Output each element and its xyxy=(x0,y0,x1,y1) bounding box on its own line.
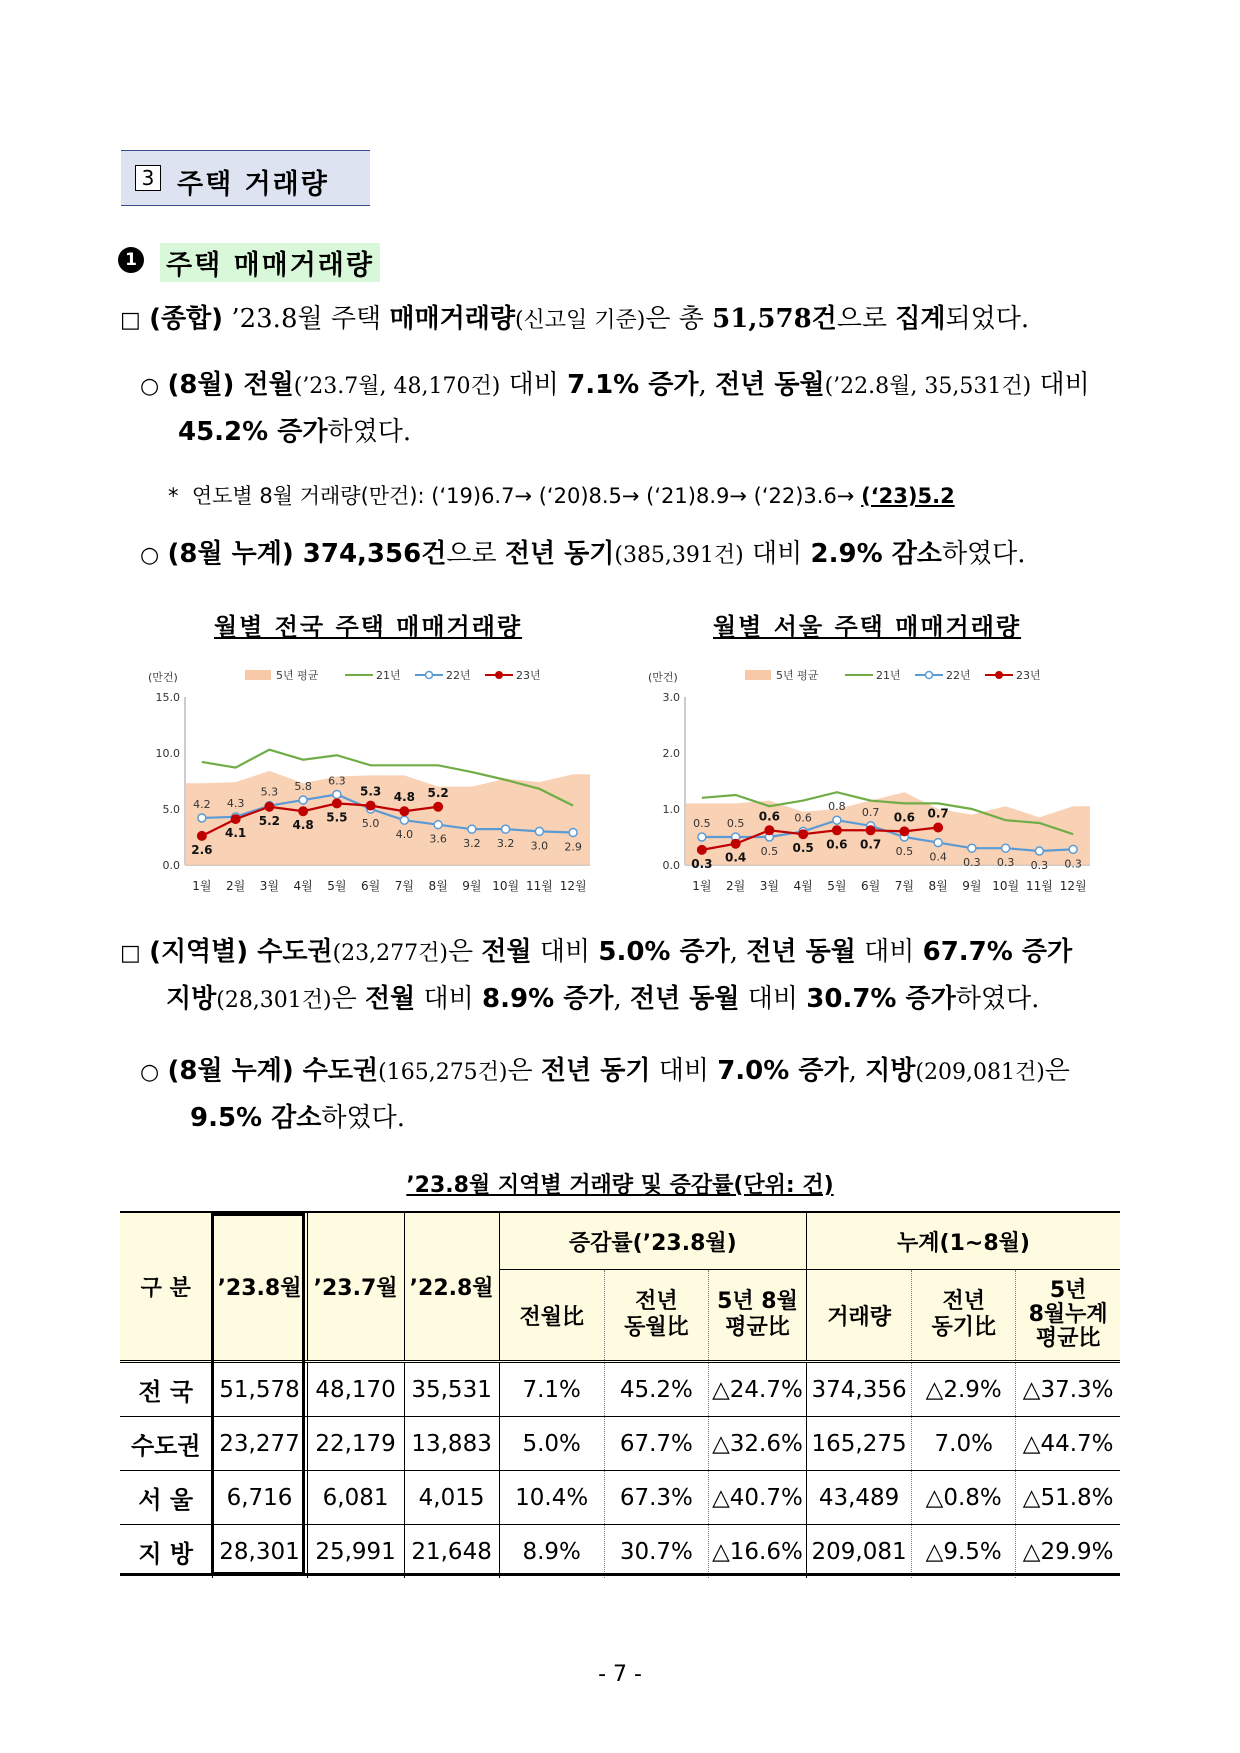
x-tick-label: 7월 xyxy=(394,879,414,893)
data-label: 3.0 xyxy=(530,839,549,853)
chart-title-seoul: 월별 서울 주택 매매거래량 xyxy=(713,613,1022,641)
legend-label: 23년 xyxy=(516,669,541,682)
section-header xyxy=(121,150,370,206)
table-cell: △0.8% xyxy=(912,1471,1016,1525)
point-23 xyxy=(264,802,274,812)
data-label: 5.2 xyxy=(258,813,281,828)
table-cell: 67.3% xyxy=(604,1471,708,1525)
para-regional-line2: 지방(28,301건)은 전월 대비 8.9% 증가, 전년 동월 대비 30.7% 증가하였다. xyxy=(166,984,1040,1014)
table-row xyxy=(120,1471,1120,1525)
table-row xyxy=(120,1362,1120,1417)
table-cell: 25,991 xyxy=(307,1525,404,1579)
th-gubun: 구 분 xyxy=(120,1213,212,1362)
table-row xyxy=(120,1525,1120,1579)
data-label: 5.2 xyxy=(427,785,449,800)
point-23 xyxy=(231,814,241,824)
data-label: 2.6 xyxy=(191,842,213,857)
point-23 xyxy=(399,806,409,816)
x-tick-label: 5월 xyxy=(327,879,347,893)
unit-label: (만건) xyxy=(648,671,678,684)
point-23 xyxy=(933,822,943,832)
table-cell: 209,081 xyxy=(807,1525,912,1579)
point-23 xyxy=(798,829,808,839)
legend-marker xyxy=(926,672,933,679)
para-regional: □ (지역별) 수도권(23,277건)은 전월 대비 5.0% 증가, 전년 동월 대비 67.7% 증가 xyxy=(120,937,1073,967)
point-22 xyxy=(1069,845,1077,853)
data-label: 0.6 xyxy=(826,837,848,852)
data-label: 5.3 xyxy=(359,784,382,799)
data-label: 3.2 xyxy=(463,837,481,851)
x-tick-label: 1월 xyxy=(192,879,212,893)
para-summary: □ (종합) ’23.8월 주택 매매거래량(신고일 기준)은 총 51,578건으로 집계되었다. xyxy=(120,304,1030,334)
legend-label: 21년 xyxy=(376,669,401,682)
x-tick-label: 11월 xyxy=(1025,879,1053,893)
y-tick-label: 1.0 xyxy=(662,803,680,816)
th-group-change: 증감률(’23.8월) xyxy=(499,1213,806,1270)
x-tick-label: 8월 xyxy=(428,879,448,893)
data-label: 0.6 xyxy=(794,811,812,825)
data-label: 0.5 xyxy=(895,845,914,858)
table-cell: 30.7% xyxy=(604,1525,708,1579)
point-22 xyxy=(1002,844,1010,852)
x-tick-label: 5월 xyxy=(827,879,847,893)
x-tick-label: 10월 xyxy=(992,879,1020,893)
point-22 xyxy=(569,829,577,837)
x-tick-label: 3월 xyxy=(259,879,279,893)
x-tick-label: 6월 xyxy=(361,879,381,893)
x-tick-label: 4월 xyxy=(293,879,313,893)
x-tick-label: 2월 xyxy=(226,879,246,893)
data-label: 0.5 xyxy=(760,845,779,858)
para-august: ○ (8월) 전월(’23.7월, 48,170건) 대비 7.1% 증가, 전년 동월(’22.8월, 35,531건) 대비 xyxy=(140,370,1090,400)
regional-volume-table xyxy=(120,1213,1120,1578)
data-label: 0.4 xyxy=(929,850,947,864)
chart-seoul xyxy=(640,655,1110,910)
y-tick-label: 15.0 xyxy=(155,691,180,704)
data-label: 0.6 xyxy=(758,809,781,824)
table-cell: △32.6% xyxy=(708,1417,806,1471)
data-label: 5.8 xyxy=(294,780,312,794)
legend-marker xyxy=(995,671,1003,679)
y-tick-label: 0.0 xyxy=(162,859,180,872)
point-22 xyxy=(934,839,942,847)
x-tick-label: 9월 xyxy=(962,879,982,893)
page-number: - 7 - xyxy=(598,1662,642,1687)
point-23 xyxy=(866,825,876,835)
x-tick-label: 4월 xyxy=(793,879,813,893)
x-tick-label: 6월 xyxy=(861,879,881,893)
data-label: 0.7 xyxy=(927,806,949,821)
table-cell: 8.9% xyxy=(499,1525,604,1579)
data-label: 4.8 xyxy=(393,790,416,805)
row-label: 서 울 xyxy=(120,1471,212,1525)
y-tick-label: 5.0 xyxy=(162,803,180,816)
data-label: 4.8 xyxy=(292,818,314,833)
row-label: 수도권 xyxy=(120,1417,212,1471)
legend-swatch xyxy=(245,670,271,680)
table-cell: 6,716 xyxy=(212,1471,307,1525)
x-tick-label: 2월 xyxy=(726,879,746,893)
table-cell: 28,301 xyxy=(212,1525,307,1579)
data-label: 0.6 xyxy=(893,810,916,825)
table-cell: 22,179 xyxy=(307,1417,404,1471)
section-title: 주택 거래량 xyxy=(177,169,329,200)
point-23 xyxy=(332,798,342,808)
legend-swatch xyxy=(745,670,771,680)
point-22 xyxy=(535,827,543,835)
legend-marker xyxy=(426,672,433,679)
data-label: 4.2 xyxy=(193,797,211,811)
data-label: 0.4 xyxy=(724,850,747,865)
point-23 xyxy=(433,802,443,812)
legend-label: 23년 xyxy=(1016,669,1041,682)
data-label: 2.9 xyxy=(564,840,582,854)
th-cum-volume: 거래량 xyxy=(807,1270,912,1362)
table-cell: 165,275 xyxy=(807,1417,912,1471)
subsection-title: 주택 매매거래량 xyxy=(160,243,380,282)
th-cum-yoy: 전년 동기比 xyxy=(912,1270,1016,1362)
data-label: 0.3 xyxy=(691,856,713,871)
table-cell: △51.8% xyxy=(1016,1471,1120,1525)
point-22 xyxy=(198,814,206,822)
table-cell: 4,015 xyxy=(404,1471,499,1525)
table-cell: 10.4% xyxy=(499,1471,604,1525)
table-cell: △16.6% xyxy=(708,1525,806,1579)
x-tick-label: 8월 xyxy=(928,879,948,893)
para-cumulative: ○ (8월 누계) 374,356건으로 전년 동기(385,391건) 대비 2.9% 감소하였다. xyxy=(140,539,1026,569)
yearly-note: * 연도별 8월 거래량(만건): (‘19)6.7→ (‘20)8.5→ (‘21)8.9→ (‘22)3.6→ (‘23)5.2 xyxy=(168,484,955,508)
legend-marker xyxy=(495,671,503,679)
point-22 xyxy=(400,816,408,824)
y-tick-label: 2.0 xyxy=(662,747,680,760)
data-label: 5.0 xyxy=(361,817,380,830)
table-cell: 45.2% xyxy=(604,1362,708,1417)
th-c3: ’22.8월 xyxy=(404,1213,499,1362)
table-cell: 67.7% xyxy=(604,1417,708,1471)
y-tick-label: 3.0 xyxy=(662,691,680,704)
x-tick-label: 12월 xyxy=(1059,879,1087,893)
chart-title-national: 월별 전국 주택 매매거래량 xyxy=(214,613,523,641)
point-22 xyxy=(468,825,476,833)
data-label: 4.0 xyxy=(395,828,414,842)
data-label: 4.3 xyxy=(226,796,245,810)
row-label: 전 국 xyxy=(120,1362,212,1417)
table-cell: 5.0% xyxy=(499,1417,604,1471)
row-label: 지 방 xyxy=(120,1525,212,1579)
table-cell: 43,489 xyxy=(807,1471,912,1525)
data-label: 3.6 xyxy=(429,832,447,846)
chart-national xyxy=(140,655,610,910)
para-august-line2: 45.2% 증가하였다. xyxy=(178,417,412,447)
table-cell: △24.7% xyxy=(708,1362,806,1417)
data-label: 0.5 xyxy=(693,817,711,830)
th-cum-5yr: 5년 8월누계 평균比 xyxy=(1016,1270,1120,1362)
table-cell: 48,170 xyxy=(307,1362,404,1417)
point-22 xyxy=(833,816,841,824)
para-regional-cumulative-line2: 9.5% 감소하였다. xyxy=(190,1103,406,1133)
point-22 xyxy=(968,844,976,852)
table-caption: ’23.8월 지역별 거래량 및 증감률(단위: 건) xyxy=(406,1173,834,1198)
x-tick-label: 1월 xyxy=(692,879,712,893)
data-label: 5.3 xyxy=(260,785,279,799)
table-cell: 6,081 xyxy=(307,1471,404,1525)
table-cell: 7.1% xyxy=(499,1362,604,1417)
x-tick-label: 12월 xyxy=(559,879,587,893)
legend-label: 22년 xyxy=(946,669,971,682)
th-yoy: 전년 동월比 xyxy=(604,1270,708,1362)
y-tick-label: 0.0 xyxy=(662,859,680,872)
subsection-bullet: 1 xyxy=(118,247,144,273)
data-label: 0.3 xyxy=(1064,857,1082,871)
x-tick-label: 9월 xyxy=(462,879,482,893)
point-22 xyxy=(333,790,341,798)
data-label: 0.7 xyxy=(859,837,882,852)
x-tick-label: 11월 xyxy=(525,879,553,893)
data-label: 0.7 xyxy=(861,805,880,819)
th-5yr: 5년 8월 평균比 xyxy=(708,1270,806,1362)
legend-label: 22년 xyxy=(446,669,471,682)
point-23 xyxy=(832,825,842,835)
data-label: 0.5 xyxy=(792,841,814,856)
point-23 xyxy=(731,839,741,849)
data-label: 6.3 xyxy=(328,774,346,788)
data-label: 4.1 xyxy=(224,826,247,841)
x-tick-label: 10월 xyxy=(492,879,520,893)
point-22 xyxy=(434,821,442,829)
section-number: 3 xyxy=(135,165,161,191)
para-regional-cumulative: ○ (8월 누계) 수도권(165,275건)은 전년 동기 대비 7.0% 증가, 지방(209,081건)은 xyxy=(140,1056,1070,1086)
x-tick-label: 3월 xyxy=(759,879,779,893)
data-label: 0.3 xyxy=(963,856,981,870)
point-22 xyxy=(299,796,307,804)
data-label: 0.5 xyxy=(726,817,745,830)
point-23 xyxy=(298,806,308,816)
th-c1: ’23.8월 xyxy=(212,1213,307,1362)
table-cell: 23,277 xyxy=(212,1417,307,1471)
data-label: 0.3 xyxy=(1030,859,1049,872)
table-cell: 374,356 xyxy=(807,1362,912,1417)
point-22 xyxy=(1035,847,1043,855)
table-cell: △2.9% xyxy=(912,1362,1016,1417)
point-23 xyxy=(899,826,909,836)
point-23 xyxy=(197,831,207,841)
th-c2: ’23.7월 xyxy=(307,1213,404,1362)
table-cell: 35,531 xyxy=(404,1362,499,1417)
table-cell: △44.7% xyxy=(1016,1417,1120,1471)
point-23 xyxy=(764,825,774,835)
data-label: 0.3 xyxy=(996,856,1015,870)
x-tick-label: 7월 xyxy=(894,879,914,893)
table-row xyxy=(120,1417,1120,1471)
unit-label: (만건) xyxy=(148,671,178,684)
table-cell: △9.5% xyxy=(912,1525,1016,1579)
table-cell: 21,648 xyxy=(404,1525,499,1579)
point-23 xyxy=(697,845,707,855)
point-22 xyxy=(502,825,510,833)
table-cell: 51,578 xyxy=(212,1362,307,1417)
table-cell: 13,883 xyxy=(404,1417,499,1471)
data-label: 0.8 xyxy=(828,800,846,814)
table-cell: △29.9% xyxy=(1016,1525,1120,1579)
legend-label: 5년 평균 xyxy=(776,669,819,682)
table-cell: △40.7% xyxy=(708,1471,806,1525)
legend-label: 5년 평균 xyxy=(276,669,319,682)
table-cell: 7.0% xyxy=(912,1417,1016,1471)
data-label: 5.5 xyxy=(326,810,348,825)
th-mom: 전월比 xyxy=(499,1270,604,1362)
legend-label: 21년 xyxy=(876,669,901,682)
th-group-cumulative: 누계(1~8월) xyxy=(807,1213,1121,1270)
y-tick-label: 10.0 xyxy=(155,747,180,760)
point-23 xyxy=(366,801,376,811)
point-22 xyxy=(698,833,706,841)
data-label: 3.2 xyxy=(496,837,515,851)
table-cell: △37.3% xyxy=(1016,1362,1120,1417)
